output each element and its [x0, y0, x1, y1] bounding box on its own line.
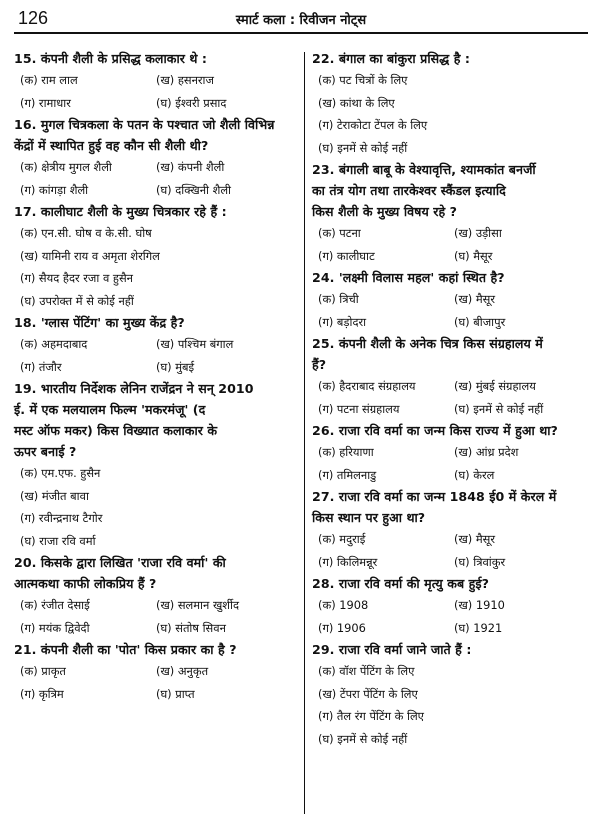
question-text: 23. बंगाली बाबू के वेश्यावृत्ति, श्यामकांत बनर्जी: [312, 162, 536, 177]
option: (ख) मंजीत बावा: [20, 488, 89, 503]
option: (ख) अनुकृत: [156, 664, 209, 678]
question-block: [312, 486, 597, 573]
option: (क) रंजीत देसाई: [20, 598, 90, 612]
question-text: ऊपर बनाई ?: [14, 444, 77, 459]
option: (ख) मैसूर: [454, 292, 495, 306]
option: (घ) दक्खिनी शैली: [156, 182, 232, 197]
option-row: [14, 69, 304, 92]
option: (ख) 1910: [454, 598, 505, 612]
option: (घ) मुंबई: [156, 359, 195, 374]
option: (ग) कांगड़ा शैली: [20, 182, 89, 197]
option: (ग) रामाधार: [20, 95, 71, 110]
option: (ख) सलमान खुर्शीद: [156, 598, 240, 612]
question-text: 18. 'ग्लास पेंटिंग' का मुख्य केंद्र है?: [14, 315, 185, 330]
option: (ग) मयंक द्विवेदी: [20, 620, 90, 635]
option: (क) पटना: [318, 226, 361, 240]
option: (क) राम लाल: [20, 73, 78, 87]
option-row: [312, 617, 597, 640]
option: (ख) आंध्र प्रदेश: [454, 445, 519, 459]
option: (क) त्रिची: [318, 292, 359, 306]
option-row: [312, 594, 597, 617]
page-header: [14, 6, 588, 34]
question-block: [14, 312, 304, 378]
question-text: 26. राजा रवि वर्मा का जन्म किस राज्य में हुआ था?: [312, 423, 558, 438]
option: (ग) तैल रंग पेंटिंग के लिए: [318, 709, 424, 723]
option-row: [312, 441, 597, 464]
question-text: 22. बंगाल का बांकुरा प्रसिद्ध है :: [312, 51, 470, 66]
option: (ग) टेराकोटा टेंपल के लिए: [318, 118, 428, 132]
question-text: 17. कालीघाट शैली के मुख्य चित्रकार रहे हैं :: [14, 204, 227, 219]
question-block: [14, 48, 304, 114]
option-row: [14, 179, 304, 202]
option: (ग) कृत्रिम: [20, 686, 64, 701]
option: (क) प्राकृत: [20, 664, 66, 678]
question-block: [14, 378, 304, 552]
question-block: [14, 201, 304, 312]
option: (ख) मैसूर: [454, 532, 495, 546]
option: (घ) मैसूर: [454, 248, 493, 263]
option: (ग) तंजौर: [20, 359, 62, 374]
option: (ख) टेंपरा पेंटिंग के लिए: [318, 686, 418, 701]
option: (क) हैदराबाद संग्रहालय: [318, 379, 416, 393]
option: (घ) इनमें से कोई नहीं: [318, 731, 408, 746]
option-row: [14, 356, 304, 379]
option: (ग) बड़ोदरा: [318, 314, 367, 329]
option-row: [14, 660, 304, 683]
option: (ग) किलिमन्नूर: [318, 554, 378, 569]
option: (ख) यामिनी राय व अमृता शेरगिल: [20, 248, 160, 263]
option-row: [312, 288, 597, 311]
question-text: 25. कंपनी शैली के अनेक चित्र किस संग्रहालय में: [312, 336, 543, 351]
option-row: [312, 551, 597, 574]
question-block: [312, 333, 597, 420]
question-text: किस शैली के मुख्य विषय रहे ?: [312, 204, 457, 219]
option: (ग) तमिलनाडु: [318, 467, 377, 482]
question-text: 16. मुगल चित्रकला के पतन के पश्चात जो शैली विभिन्न: [14, 117, 275, 132]
question-text: 19. भारतीय निर्देशक लेनिन राजेंद्रन ने सन् 2010: [14, 381, 254, 396]
question-block: [312, 573, 597, 639]
question-text: 21. कंपनी शैली का 'पोत' किस प्रकार का है ?: [14, 642, 237, 657]
option: (घ) इनमें से कोई नहीं: [454, 401, 544, 416]
option: (घ) त्रिवांकुर: [454, 554, 506, 569]
question-text: 15. कंपनी शैली के प्रसिद्ध कलाकार थे :: [14, 51, 208, 66]
option: (ग) 1906: [318, 620, 366, 635]
column-divider: [304, 52, 305, 814]
question-text: 28. राजा रवि वर्मा की मृत्यु कब हुई?: [312, 576, 489, 591]
question-block: [312, 267, 597, 333]
question-text: 24. 'लक्ष्मी विलास महल' कहां स्थित है?: [312, 270, 505, 285]
option: (क) अहमदाबाद: [20, 337, 88, 351]
option-row: [312, 222, 597, 245]
left-column: [14, 48, 304, 705]
option: (घ) संतोष सिवन: [156, 620, 226, 635]
question-block: [312, 420, 597, 486]
page-number: 126: [18, 8, 49, 28]
option: (घ) बीजापुर: [454, 314, 506, 329]
option-row: [312, 245, 597, 268]
option: (क) 1908: [318, 598, 369, 612]
question-block: [312, 48, 597, 159]
question-block: [14, 114, 304, 201]
option: (ख) उड़ीसा: [454, 226, 502, 240]
option: (क) पट चित्रों के लिए: [318, 73, 408, 87]
option-row: [14, 617, 304, 640]
option: (ख) मुंबई संग्रहालय: [454, 379, 536, 393]
option: (घ) ईश्वरी प्रसाद: [156, 95, 227, 110]
question-text: 27. राजा रवि वर्मा का जन्म 1848 ई0 में केरल में: [312, 489, 557, 504]
question-text: आत्मकथा काफी लोकप्रिय हैं ?: [14, 576, 157, 591]
option: (घ) 1921: [454, 620, 503, 635]
option-row: [14, 92, 304, 115]
question-text: मस्ट ऑफ मकर) किस विख्यात कलाकार के: [14, 423, 218, 438]
question-text: 29. राजा रवि वर्मा जाने जाते हैं :: [312, 642, 472, 657]
option: (ग) कालीघाट: [318, 248, 375, 263]
question-text: केंद्रों में स्थापित हुई वह कौन सी शैली थी?: [14, 138, 209, 153]
question-text: 20. किसके द्वारा लिखित 'राजा रवि वर्मा' की: [14, 555, 226, 570]
option: (क) क्षेत्रीय मुगल शैली: [20, 160, 112, 174]
option: (ग) रवीन्द्रनाथ टैगोर: [20, 511, 103, 525]
option-row: [312, 311, 597, 334]
right-column: [312, 48, 597, 750]
option-row: [312, 398, 597, 421]
question-text: का तंत्र योग तथा तारकेश्वर स्कैंडल इत्यादि: [312, 183, 506, 198]
question-block: [312, 639, 597, 750]
question-block: [14, 552, 304, 639]
option: (घ) केरल: [454, 467, 495, 482]
option-row: [14, 594, 304, 617]
option: (क) एन.सी. घोष व के.सी. घोष: [20, 226, 152, 240]
option-row: [312, 464, 597, 487]
option-row: [14, 156, 304, 179]
option: (क) एम.एफ. हुसैन: [20, 466, 101, 480]
option: (घ) उपरोक्त में से कोई नहीं: [20, 293, 134, 308]
question-text: हैं?: [312, 357, 327, 372]
option: (क) हरियाणा: [318, 445, 374, 459]
option-row: [14, 683, 304, 706]
question-text: ई. में एक मलयालम फिल्म 'मकरमंजू' (द: [14, 402, 206, 417]
option: (ख) कांथा के लिए: [318, 95, 395, 110]
option-row: [312, 375, 597, 398]
option-row: [312, 528, 597, 551]
option-row: [14, 333, 304, 356]
question-block: [14, 639, 304, 705]
option: (ख) पश्चिम बंगाल: [156, 337, 234, 351]
option: (क) वॉश पेंटिंग के लिए: [318, 664, 415, 678]
option: (ग) सैयद हैदर रजा व हुसैन: [20, 271, 133, 285]
option: (घ) इनमें से कोई नहीं: [318, 140, 408, 155]
option: (क) मदुराई: [318, 532, 366, 546]
running-title: स्मार्ट कला : रिवीजन नोट्स: [235, 13, 367, 28]
option: (ख) हसनराज: [156, 73, 214, 87]
option: (ख) कंपनी शैली: [156, 160, 225, 174]
question-block: [312, 159, 597, 267]
question-text: किस स्थान पर हुआ था?: [312, 510, 426, 525]
option: (घ) प्राप्त: [156, 686, 195, 701]
option: (ग) पटना संग्रहालय: [318, 401, 400, 416]
option: (घ) राजा रवि वर्मा: [20, 533, 96, 548]
